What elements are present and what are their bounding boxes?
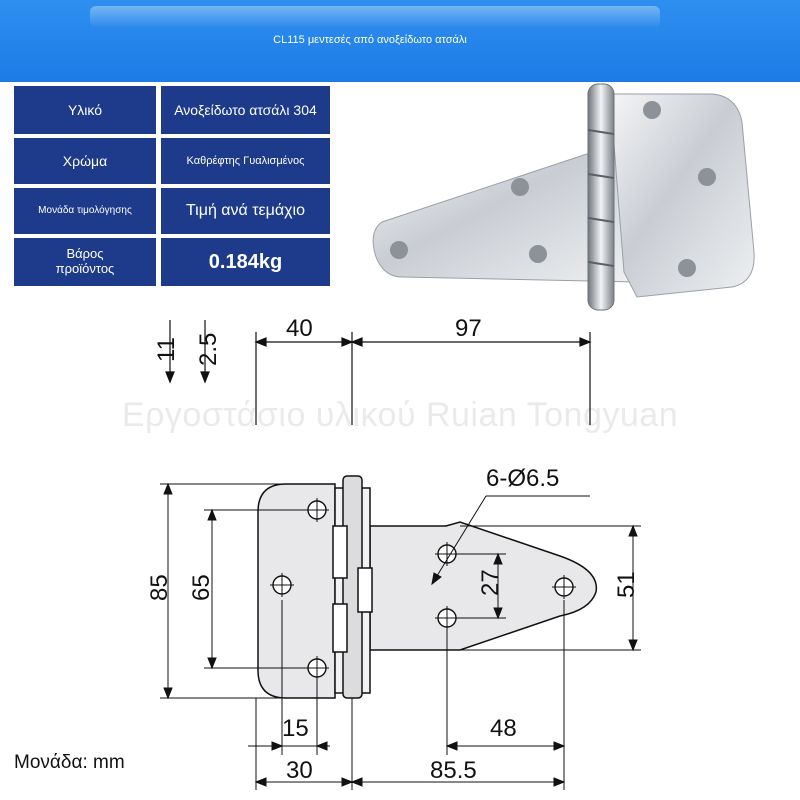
spec-table (14, 86, 330, 288)
dim-height-total: 85 (146, 574, 173, 601)
spec-value-unit: Τιμή ανά τεμάχιο (161, 188, 330, 234)
dim-top-left: 40 (286, 315, 313, 342)
banner-glare (90, 6, 660, 28)
spec-value-weight: 0.184kg (161, 238, 330, 286)
dim-bottom-15: 15 (282, 715, 309, 742)
dim-holes-note: 6-Ø6.5 (486, 465, 560, 492)
dim-bottom-48: 48 (490, 715, 517, 742)
hinge-product-image (362, 82, 792, 322)
spec-label-material: Υλικό (14, 86, 156, 134)
spec-label-color: Χρώμα (14, 138, 156, 184)
spec-label-weight: Βάρος προϊόντος (14, 238, 156, 286)
spec-label-unit: Μονάδα τιμολόγησης (14, 188, 156, 234)
spec-value-material: Ανοξείδωτο ατσάλι 304 (161, 86, 330, 134)
dim-side-leaf: 2.5 (195, 332, 222, 366)
unit-note: Μονάδα: mm (14, 752, 125, 773)
dim-bottom-85-5: 85.5 (430, 757, 477, 784)
dim-bottom-30: 30 (286, 757, 313, 784)
watermark-text: Εργοστάσιο υλικού Ruian Tongyuan (121, 396, 679, 434)
dim-height-holes-left: 65 (188, 574, 215, 601)
dim-side-thickness: 11 (153, 337, 180, 362)
title-banner (0, 0, 800, 82)
banner-title: CL115 μεντεσές από ανοξείδωτο ατσάλι (273, 34, 467, 46)
dim-height-holes-right: 27 (477, 569, 504, 596)
dim-top-right: 97 (455, 315, 482, 342)
spec-value-color: Καθρέφτης Γυαλισμένος (161, 138, 330, 184)
technical-drawing (0, 300, 800, 800)
dim-height-right-leaf: 51 (613, 571, 640, 598)
